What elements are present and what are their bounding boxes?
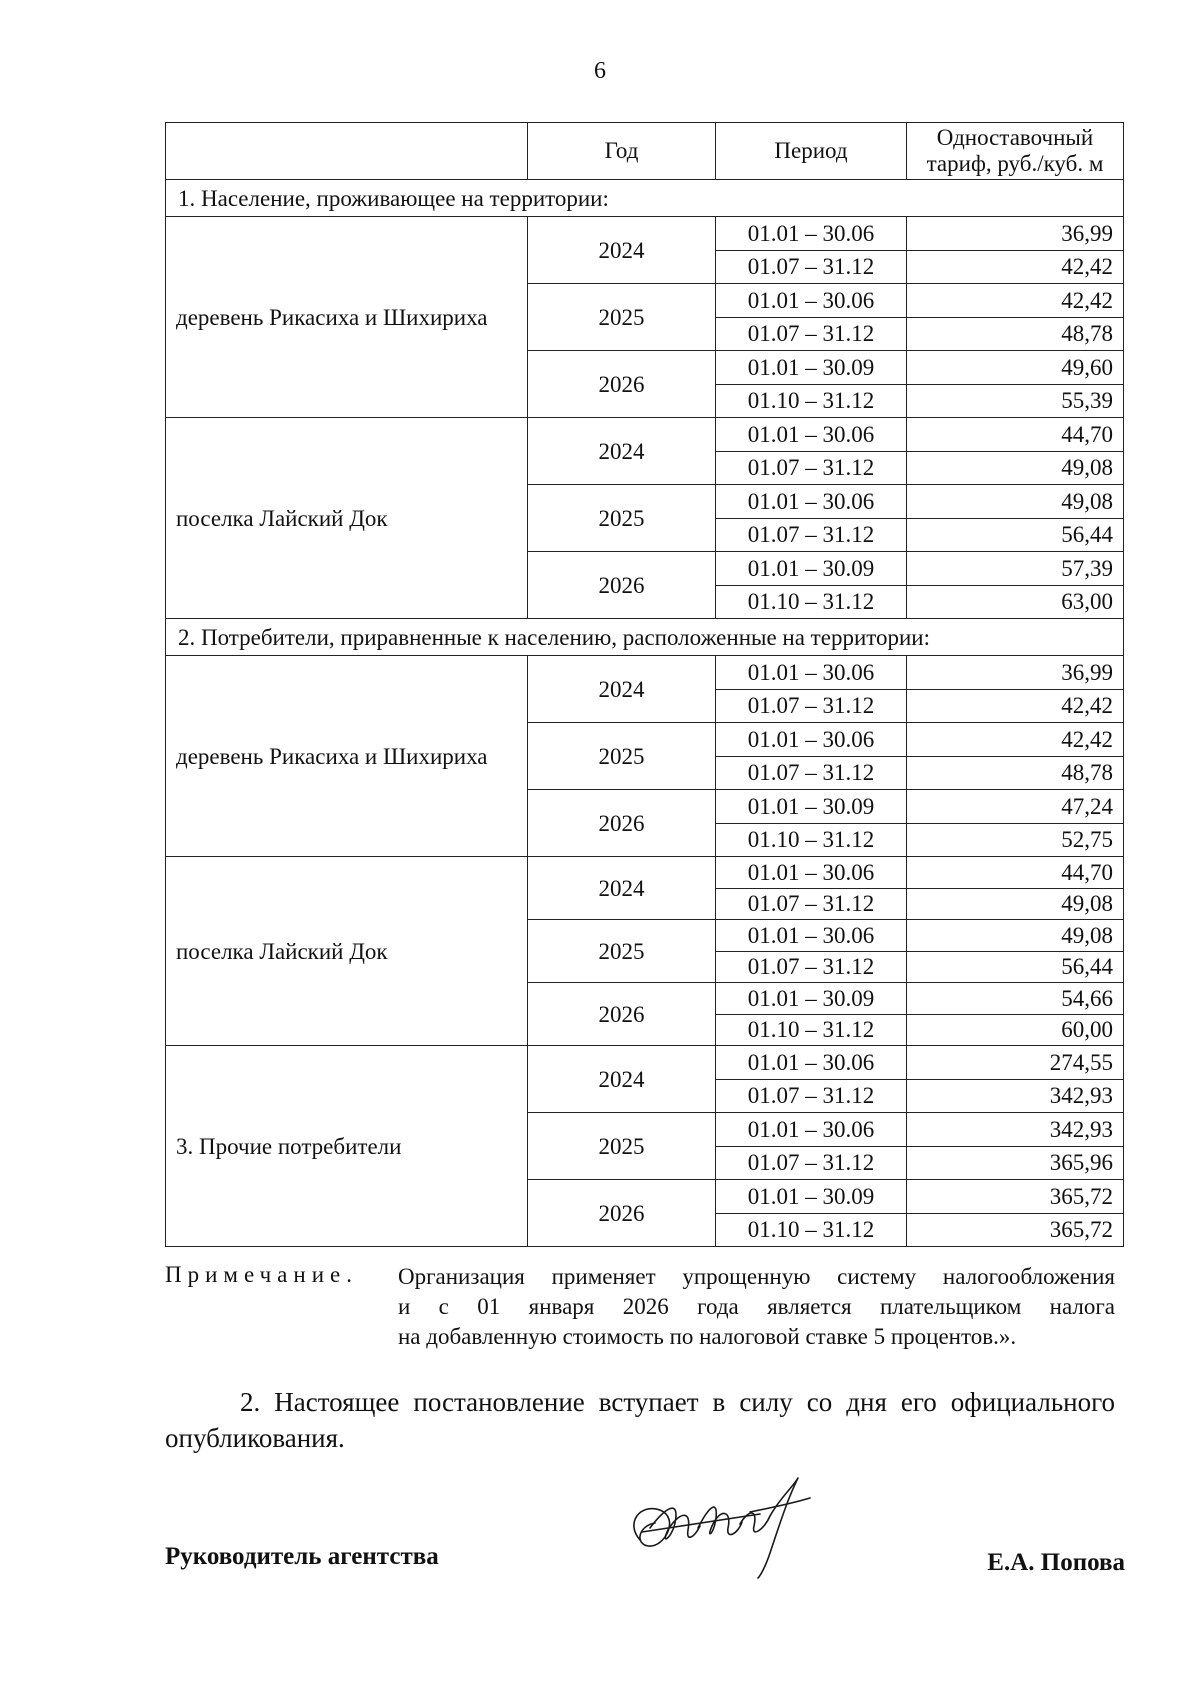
- tariff-value-cell: 49,08: [907, 920, 1124, 952]
- tariff-value-cell: 49,60: [907, 351, 1124, 385]
- year-cell: 2026: [528, 1180, 716, 1247]
- period-cell: 01.01 – 30.06: [716, 920, 907, 952]
- signatory-name: Е.А. Попова: [987, 1549, 1125, 1576]
- tariff-value-cell: 365,72: [907, 1213, 1124, 1247]
- year-cell: 2025: [528, 723, 716, 790]
- place-cell: поселка Лайский Док: [166, 418, 528, 619]
- tariff-value-cell: 42,42: [907, 284, 1124, 318]
- note-line: на добавленную стоимость по налоговой ставке 5 процентов.».: [398, 1324, 1017, 1349]
- tariff-value-cell: 342,93: [907, 1079, 1124, 1113]
- period-cell: 01.01 – 30.06: [716, 485, 907, 519]
- note-line: и с 01 января 2026 года является плательщиком налога: [398, 1294, 1115, 1319]
- year-cell: 2025: [528, 485, 716, 552]
- header-cell-place: [166, 123, 528, 180]
- tariff-value-cell: 36,99: [907, 656, 1124, 690]
- tariff-value-cell: 44,70: [907, 857, 1124, 889]
- clause-line: опубликования.: [165, 1423, 345, 1453]
- tariff-value-cell: 44,70: [907, 418, 1124, 452]
- period-cell: 01.01 – 30.06: [716, 418, 907, 452]
- period-cell: 01.10 – 31.12: [716, 1014, 907, 1046]
- period-cell: 01.07 – 31.12: [716, 756, 907, 790]
- year-cell: 2026: [528, 552, 716, 619]
- year-cell: 2024: [528, 656, 716, 723]
- year-cell: 2024: [528, 857, 716, 920]
- table-row: [166, 857, 1124, 889]
- section-title: 1. Население, проживающее на территории:: [166, 180, 1124, 217]
- tariff-value-cell: 274,55: [907, 1046, 1124, 1080]
- place-cell: деревень Рикасиха и Шихириха: [166, 217, 528, 418]
- place-cell: поселка Лайский Док: [166, 857, 528, 1046]
- tariff-value-cell: 365,72: [907, 1180, 1124, 1214]
- period-cell: 01.01 – 30.06: [716, 1046, 907, 1080]
- period-cell: 01.07 – 31.12: [716, 689, 907, 723]
- year-cell: 2025: [528, 284, 716, 351]
- period-cell: 01.07 – 31.12: [716, 317, 907, 351]
- table-row: [166, 418, 1124, 452]
- tariff-value-cell: 54,66: [907, 983, 1124, 1015]
- period-cell: 01.01 – 30.06: [716, 656, 907, 690]
- tariff-value-cell: 49,08: [907, 451, 1124, 485]
- year-cell: 2026: [528, 983, 716, 1046]
- tariff-value-cell: 56,44: [907, 518, 1124, 552]
- period-cell: 01.01 – 30.09: [716, 351, 907, 385]
- tariff-value-cell: 60,00: [907, 1014, 1124, 1046]
- tariff-value-cell: 42,42: [907, 689, 1124, 723]
- year-cell: 2026: [528, 790, 716, 857]
- year-cell: 2024: [528, 418, 716, 485]
- place-cell: деревень Рикасиха и Шихириха: [166, 656, 528, 857]
- period-cell: 01.01 – 30.06: [716, 284, 907, 318]
- tariff-value-cell: 63,00: [907, 585, 1124, 619]
- header-cell-period: Период: [716, 123, 907, 180]
- period-cell: 01.10 – 31.12: [716, 585, 907, 619]
- note-text: [398, 1262, 1115, 1352]
- period-cell: 01.07 – 31.12: [716, 518, 907, 552]
- period-cell: 01.07 – 31.12: [716, 250, 907, 284]
- tariff-value-cell: 36,99: [907, 217, 1124, 251]
- period-cell: 01.10 – 31.12: [716, 1213, 907, 1247]
- table-header-row: [166, 123, 1124, 180]
- tariff-value-cell: 42,42: [907, 723, 1124, 757]
- tariff-value-cell: 48,78: [907, 756, 1124, 790]
- year-cell: 2024: [528, 217, 716, 284]
- clause-line: 2. Настоящее постановление вступает в силу со дня его официального: [240, 1387, 1115, 1417]
- year-cell: 2025: [528, 920, 716, 983]
- section-row: [166, 180, 1124, 217]
- year-cell: 2026: [528, 351, 716, 418]
- tariff-value-cell: 49,08: [907, 485, 1124, 519]
- tariff-value-cell: 56,44: [907, 951, 1124, 983]
- note-label: Примечание.: [165, 1262, 358, 1287]
- period-cell: 01.10 – 31.12: [716, 384, 907, 418]
- handwritten-signature: [620, 1468, 825, 1583]
- period-cell: 01.01 – 30.06: [716, 1113, 907, 1147]
- section-row: [166, 619, 1124, 656]
- period-cell: 01.01 – 30.09: [716, 983, 907, 1015]
- period-cell: 01.01 – 30.09: [716, 1180, 907, 1214]
- period-cell: 01.01 – 30.09: [716, 790, 907, 824]
- tariff-value-cell: 47,24: [907, 790, 1124, 824]
- period-cell: 01.01 – 30.09: [716, 552, 907, 586]
- period-cell: 01.07 – 31.12: [716, 1146, 907, 1180]
- year-cell: 2025: [528, 1113, 716, 1180]
- tariff-value-cell: 52,75: [907, 823, 1124, 857]
- tariff-value-cell: 48,78: [907, 317, 1124, 351]
- place-cell: 3. Прочие потребители: [166, 1046, 528, 1247]
- table-body: [166, 180, 1124, 1247]
- tariff-value-cell: 49,08: [907, 888, 1124, 920]
- period-cell: 01.10 – 31.12: [716, 823, 907, 857]
- clause-paragraph: [165, 1384, 1115, 1456]
- header-cell-year: Год: [528, 123, 716, 180]
- period-cell: 01.07 – 31.12: [716, 951, 907, 983]
- table-row: [166, 656, 1124, 690]
- section-title: 2. Потребители, приравненные к населению, расположенные на территории:: [166, 619, 1124, 656]
- tariff-table: [165, 122, 1124, 1247]
- period-cell: 01.01 – 30.06: [716, 857, 907, 889]
- period-cell: 01.07 – 31.12: [716, 1079, 907, 1113]
- period-cell: 01.07 – 31.12: [716, 888, 907, 920]
- signatory-title: Руководитель агентства: [165, 1543, 439, 1570]
- tariff-value-cell: 42,42: [907, 250, 1124, 284]
- period-cell: 01.07 – 31.12: [716, 451, 907, 485]
- tariff-value-cell: 365,96: [907, 1146, 1124, 1180]
- tariff-value-cell: 55,39: [907, 384, 1124, 418]
- tariff-value-cell: 342,93: [907, 1113, 1124, 1147]
- table-row: [166, 1046, 1124, 1080]
- note-line: Организация применяет упрощенную систему налогообложения: [398, 1264, 1115, 1289]
- period-cell: 01.01 – 30.06: [716, 723, 907, 757]
- header-cell-tariff: Одноставочный тариф, руб./куб. м: [907, 123, 1124, 180]
- period-cell: 01.01 – 30.06: [716, 217, 907, 251]
- tariff-value-cell: 57,39: [907, 552, 1124, 586]
- page-number: 6: [594, 58, 606, 84]
- year-cell: 2024: [528, 1046, 716, 1113]
- table-row: [166, 217, 1124, 251]
